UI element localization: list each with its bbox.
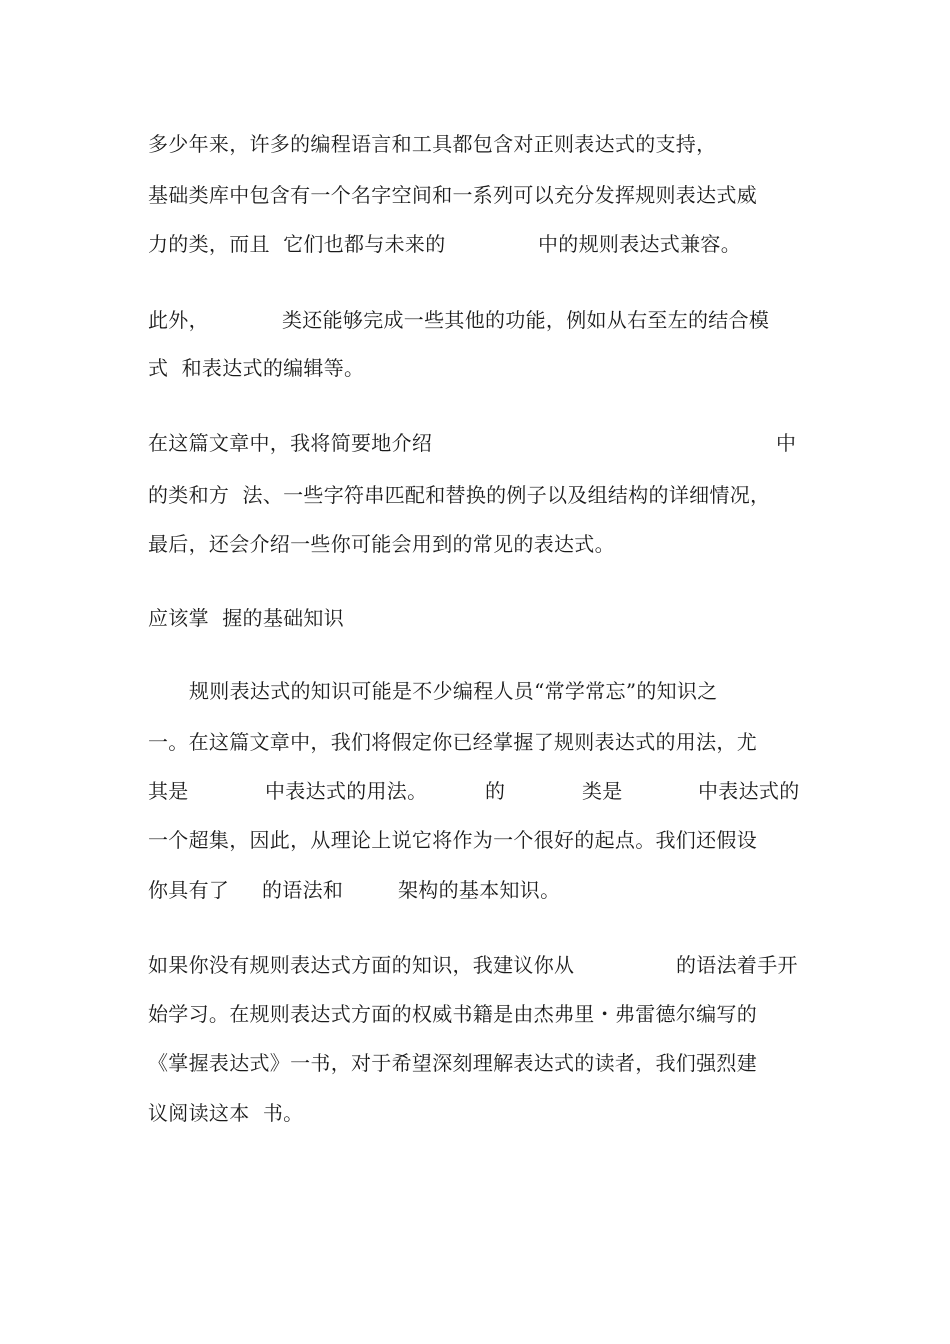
section-heading [0,603,345,633]
paragraph-5-line-3 [0,1048,757,1078]
paragraph-4-line-1 [0,676,718,706]
text-segment: 力的类，而且 它们也都与未来的 [148,232,446,256]
text-segment: 一个超集，因此，从理论上说它将作为一个很好的起点。我们还假设 [148,828,757,852]
text-segment: 基础类库中包含有一个名字空间和一系列可以充分发挥规则表达式威 [148,183,757,207]
text-segment: 类是 [582,779,623,803]
paragraph-4-line-2 [0,727,757,757]
paragraph-4-line-3 [0,776,800,806]
paragraph-5-line-2 [0,999,757,1029]
text-segment: 你具有了 [148,878,230,902]
paragraph-2-line-1 [0,305,770,335]
paragraph-3-line-1 [0,428,797,458]
text-segment: 一。在这篇文章中，我们将假定你已经掌握了规则表达式的用法，尤 [148,730,757,754]
text-segment: 式 和表达式的编辑等。 [148,356,365,380]
text-segment: 最后，还会介绍一些你可能会用到的常见的表达式。 [148,532,615,556]
text-segment: 中表达式的 [698,779,800,803]
text-segment: 此外， [148,308,209,332]
text-segment: 议阅读这本 书。 [148,1101,304,1125]
text-segment: 规则表达式的知识可能是不少编程人员“常学常忘”的知识之 [189,679,718,703]
text-segment: 中 [776,431,797,455]
paragraph-3-line-2 [0,480,771,510]
text-segment: 的语法和 [262,878,344,902]
paragraph-3-line-3 [0,529,615,559]
paragraph-4-line-5 [0,875,561,905]
paragraph-1-line-2 [0,180,757,210]
text-segment: 始学习。在规则表达式方面的权威书籍是由杰弗里・弗雷德尔编写的 [148,1002,757,1026]
text-segment: 的类和方 法、一些字符串匹配和替换的例子以及组结构的详细情况， [148,483,771,507]
paragraph-1-line-1 [0,129,717,159]
text-segment: 的语法着手开 [676,953,798,977]
text-segment: 中的规则表达式兼容。 [538,232,741,256]
section-heading-text: 应该掌 握的基础知识 [148,606,345,630]
text-segment: 类还能够完成一些其他的功能，例如从右至左的结合模 [282,308,770,332]
text-segment: 中表达式的用法。 [265,779,428,803]
paragraph-5-line-1 [0,950,798,980]
paragraph-4-line-4 [0,825,757,855]
paragraph-1-line-3 [0,229,741,259]
paragraph-5-line-4 [0,1098,304,1128]
text-segment: 多少年来，许多的编程语言和工具都包含对正则表达式的支持， [148,132,717,156]
text-segment: 的 [485,779,506,803]
text-segment: 在这篇文章中，我将简要地介绍 [148,431,433,455]
text-segment: 如果你没有规则表达式方面的知识，我建议你从 [148,953,575,977]
paragraph-2-line-2 [0,353,365,383]
text-segment: 架构的基本知识。 [398,878,561,902]
text-segment: 《掌握表达式》一书，对于希望深刻理解表达式的读者，我们强烈建 [148,1051,757,1075]
text-segment: 其是 [148,779,189,803]
